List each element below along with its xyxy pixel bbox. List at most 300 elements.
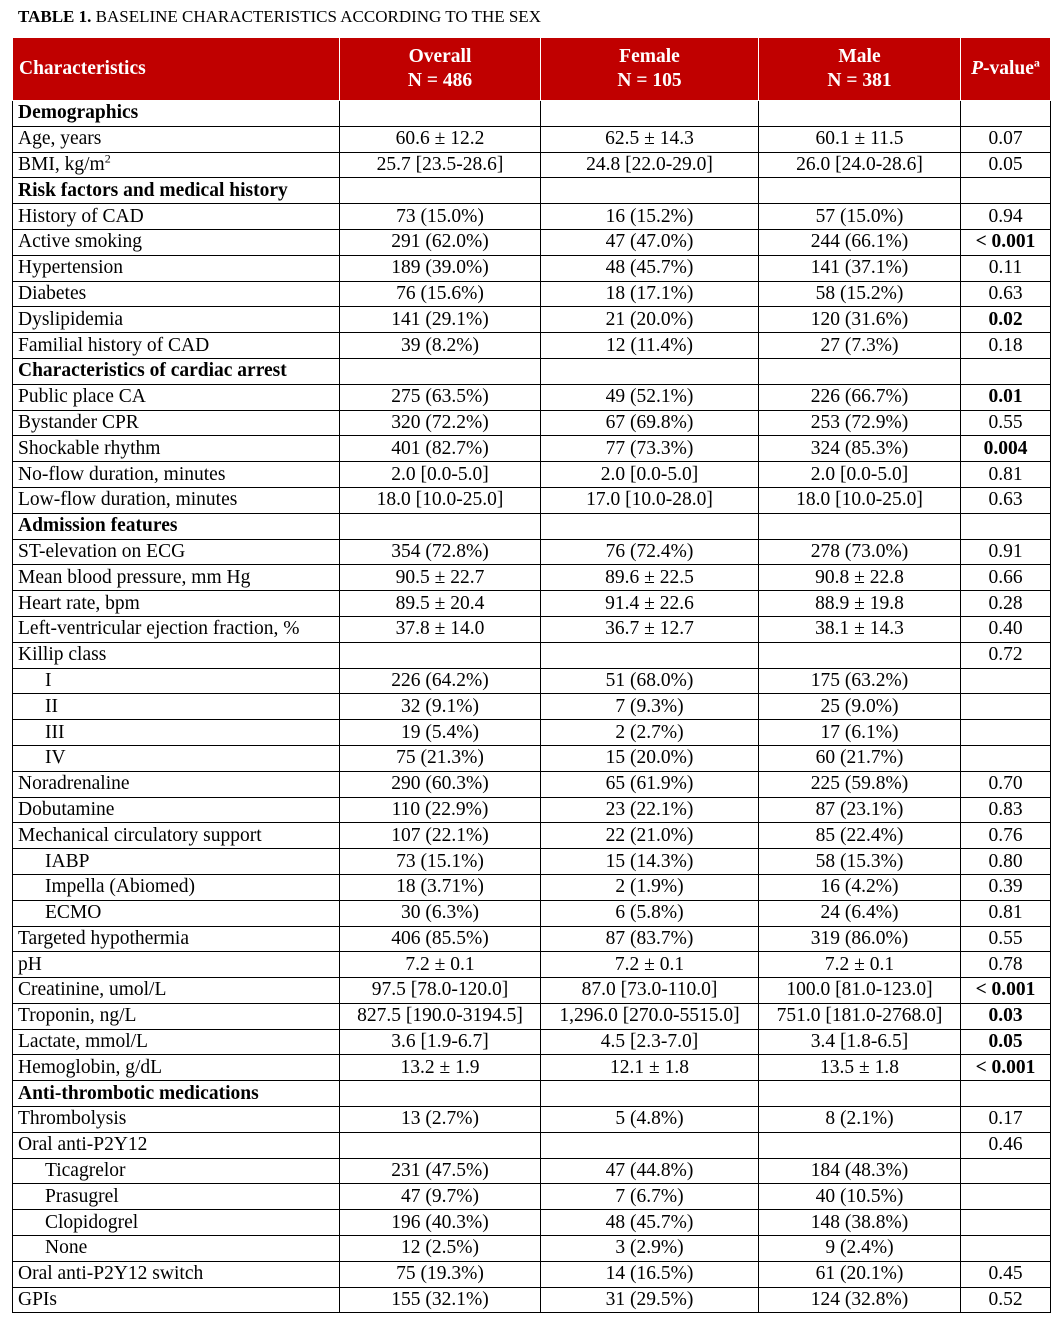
cell-overall: 30 (6.3%) (340, 900, 541, 926)
cell-overall: 155 (32.1%) (340, 1287, 541, 1313)
cell-overall: 76 (15.6%) (340, 281, 541, 307)
header-male-name: Male (838, 46, 881, 67)
table-row (13, 410, 1051, 436)
cell-female: 7.2 ± 0.1 (541, 952, 759, 978)
cell-male: 90.8 ± 22.8 (759, 565, 961, 591)
cell-overall: 107 (22.1%) (340, 823, 541, 849)
header-male-n: N = 381 (827, 70, 892, 91)
cell-male: 40 (10.5%) (759, 1184, 961, 1210)
table-row (13, 255, 1051, 281)
cell-female: 65 (61.9%) (541, 771, 759, 797)
cell-overall: 2.0 [0.0-5.0] (340, 462, 541, 488)
cell-pvalue: 0.17 (961, 1107, 1051, 1133)
cell-male: 184 (48.3%) (759, 1158, 961, 1184)
cell-male: 17 (6.1%) (759, 720, 961, 746)
cell-overall: 75 (21.3%) (340, 745, 541, 771)
section-row (13, 513, 1051, 539)
row-label-text: No-flow duration, minutes (18, 463, 226, 485)
cell-pvalue: 0.63 (961, 281, 1051, 307)
row-label-text: Shockable rhythm (18, 437, 161, 459)
cell-male: 58 (15.2%) (759, 281, 961, 307)
cell-pvalue: 0.55 (961, 926, 1051, 952)
cell-pvalue: < 0.001 (961, 1055, 1051, 1081)
cell-male (759, 1081, 961, 1107)
row-label-text: BMI, kg/m (18, 153, 105, 175)
table-row (13, 642, 1051, 668)
header-pvalue-footnote: a (1033, 55, 1040, 70)
cell-overall (340, 358, 541, 384)
row-label (13, 410, 340, 436)
header-female-n: N = 105 (617, 70, 682, 91)
baseline-characteristics-table (12, 37, 1051, 1313)
row-label-text: History of CAD (18, 205, 144, 227)
table-header-row (13, 38, 1051, 101)
row-label (13, 926, 340, 952)
cell-pvalue: 0.05 (961, 1029, 1051, 1055)
section-row (13, 101, 1051, 127)
cell-male: 18.0 [10.0-25.0] (759, 487, 961, 513)
cell-female: 7 (6.7%) (541, 1184, 759, 1210)
cell-female: 14 (16.5%) (541, 1261, 759, 1287)
cell-female: 87 (83.7%) (541, 926, 759, 952)
cell-female: 31 (29.5%) (541, 1287, 759, 1313)
cell-overall: 231 (47.5%) (340, 1158, 541, 1184)
cell-overall: 290 (60.3%) (340, 771, 541, 797)
table-row (13, 900, 1051, 926)
cell-pvalue (961, 668, 1051, 694)
cell-female: 87.0 [73.0-110.0] (541, 978, 759, 1004)
cell-female (541, 101, 759, 127)
cell-female: 24.8 [22.0-29.0] (541, 152, 759, 178)
row-label-text: Bystander CPR (18, 411, 139, 433)
row-label (13, 874, 340, 900)
row-label-text: Admission features (18, 515, 178, 537)
cell-male: 100.0 [81.0-123.0] (759, 978, 961, 1004)
cell-female (541, 642, 759, 668)
row-label (13, 229, 340, 255)
row-label-text: Left-ventricular ejection fraction, % (18, 618, 300, 640)
cell-male: 13.5 ± 1.8 (759, 1055, 961, 1081)
row-label (13, 1184, 340, 1210)
cell-male: 253 (72.9%) (759, 410, 961, 436)
table-caption (18, 7, 541, 27)
cell-male: 2.0 [0.0-5.0] (759, 462, 961, 488)
cell-female: 76 (72.4%) (541, 539, 759, 565)
cell-overall: 196 (40.3%) (340, 1210, 541, 1236)
table-row (13, 1132, 1051, 1158)
row-label-text: Oral anti-P2Y12 switch (18, 1263, 204, 1285)
cell-male: 751.0 [181.0-2768.0] (759, 1003, 961, 1029)
table-row (13, 436, 1051, 462)
cell-male: 26.0 [24.0-28.6] (759, 152, 961, 178)
cell-male: 124 (32.8%) (759, 1287, 961, 1313)
header-pvalue-rest: -value (983, 58, 1034, 79)
row-label (13, 204, 340, 230)
cell-female: 49 (52.1%) (541, 384, 759, 410)
cell-pvalue: 0.80 (961, 849, 1051, 875)
cell-pvalue (961, 1210, 1051, 1236)
cell-overall (340, 101, 541, 127)
cell-female: 47 (47.0%) (541, 229, 759, 255)
cell-male: 27 (7.3%) (759, 333, 961, 359)
cell-pvalue: 0.55 (961, 410, 1051, 436)
section-label (13, 178, 340, 204)
table-row (13, 384, 1051, 410)
row-label-text: Mean blood pressure, mm Hg (18, 566, 251, 588)
cell-pvalue (961, 358, 1051, 384)
row-label (13, 720, 340, 746)
cell-male (759, 1132, 961, 1158)
row-label-text: Hemoglobin, g/dL (18, 1056, 163, 1078)
section-label (13, 513, 340, 539)
row-label (13, 978, 340, 1004)
row-label (13, 126, 340, 152)
table-row (13, 307, 1051, 333)
row-label-text: pH (18, 953, 42, 975)
cell-female: 18 (17.1%) (541, 281, 759, 307)
cell-male: 85 (22.4%) (759, 823, 961, 849)
table-row (13, 1210, 1051, 1236)
cell-pvalue: 0.28 (961, 591, 1051, 617)
table-row (13, 616, 1051, 642)
cell-pvalue: 0.05 (961, 152, 1051, 178)
cell-pvalue: 0.91 (961, 539, 1051, 565)
table-row (13, 1158, 1051, 1184)
cell-overall (340, 1132, 541, 1158)
row-label-text: Active smoking (18, 231, 143, 253)
cell-overall: 97.5 [78.0-120.0] (340, 978, 541, 1004)
cell-male: 319 (86.0%) (759, 926, 961, 952)
cell-male (759, 358, 961, 384)
header-overall (340, 38, 541, 101)
cell-pvalue: 0.83 (961, 797, 1051, 823)
cell-overall: 226 (64.2%) (340, 668, 541, 694)
section-row (13, 178, 1051, 204)
cell-overall (340, 642, 541, 668)
header-female (541, 38, 759, 101)
cell-overall: 141 (29.1%) (340, 307, 541, 333)
row-label (13, 1158, 340, 1184)
cell-female: 12 (11.4%) (541, 333, 759, 359)
cell-female: 15 (20.0%) (541, 745, 759, 771)
cell-overall (340, 178, 541, 204)
cell-pvalue (961, 1236, 1051, 1262)
cell-female: 51 (68.0%) (541, 668, 759, 694)
cell-female: 2.0 [0.0-5.0] (541, 462, 759, 488)
table-row (13, 1261, 1051, 1287)
cell-female: 17.0 [10.0-28.0] (541, 487, 759, 513)
cell-female: 5 (4.8%) (541, 1107, 759, 1133)
cell-female (541, 358, 759, 384)
row-label (13, 281, 340, 307)
table-row (13, 333, 1051, 359)
cell-female: 89.6 ± 22.5 (541, 565, 759, 591)
row-label (13, 333, 340, 359)
cell-pvalue: 0.72 (961, 642, 1051, 668)
table-row (13, 978, 1051, 1004)
row-label-text: ECMO (45, 902, 102, 924)
table-row (13, 668, 1051, 694)
cell-overall: 25.7 [23.5-28.6] (340, 152, 541, 178)
cell-overall: 110 (22.9%) (340, 797, 541, 823)
cell-male: 60 (21.7%) (759, 745, 961, 771)
cell-overall: 189 (39.0%) (340, 255, 541, 281)
cell-male: 8 (2.1%) (759, 1107, 961, 1133)
cell-pvalue: 0.66 (961, 565, 1051, 591)
cell-male: 16 (4.2%) (759, 874, 961, 900)
table-row (13, 1003, 1051, 1029)
row-label (13, 849, 340, 875)
header-female-name: Female (619, 46, 680, 67)
cell-overall: 18.0 [10.0-25.0] (340, 487, 541, 513)
cell-female (541, 513, 759, 539)
row-label-text: III (45, 721, 65, 743)
cell-female: 3 (2.9%) (541, 1236, 759, 1262)
cell-overall: 47 (9.7%) (340, 1184, 541, 1210)
row-label (13, 1055, 340, 1081)
row-label-text: Familial history of CAD (18, 334, 210, 356)
row-label (13, 694, 340, 720)
table-row (13, 462, 1051, 488)
table-caption-number: TABLE 1. (18, 7, 92, 26)
row-label-text: GPIs (18, 1289, 58, 1311)
table-row (13, 823, 1051, 849)
cell-female (541, 1132, 759, 1158)
cell-male: 175 (63.2%) (759, 668, 961, 694)
row-label-text: Age, years (18, 128, 102, 150)
section-label (13, 1081, 340, 1107)
row-label-text: Creatinine, umol/L (18, 979, 167, 1001)
cell-male: 226 (66.7%) (759, 384, 961, 410)
section-label (13, 358, 340, 384)
cell-pvalue: 0.94 (961, 204, 1051, 230)
cell-female: 22 (21.0%) (541, 823, 759, 849)
row-label (13, 823, 340, 849)
cell-pvalue (961, 1184, 1051, 1210)
cell-female: 91.4 ± 22.6 (541, 591, 759, 617)
cell-male: 141 (37.1%) (759, 255, 961, 281)
cell-overall: 90.5 ± 22.7 (340, 565, 541, 591)
table-row (13, 1055, 1051, 1081)
cell-female: 2 (2.7%) (541, 720, 759, 746)
cell-pvalue: < 0.001 (961, 229, 1051, 255)
row-label-text: Prasugrel (45, 1185, 119, 1207)
table-row (13, 926, 1051, 952)
cell-pvalue: 0.81 (961, 462, 1051, 488)
cell-female: 7 (9.3%) (541, 694, 759, 720)
row-label (13, 1107, 340, 1133)
cell-pvalue: 0.004 (961, 436, 1051, 462)
table-row (13, 849, 1051, 875)
row-label (13, 255, 340, 281)
row-label-text: Dobutamine (18, 798, 115, 820)
row-label-text: Characteristics of cardiac arrest (18, 360, 287, 382)
row-label-text: Targeted hypothermia (18, 927, 190, 949)
row-label-text: Ticagrelor (45, 1160, 126, 1182)
row-label (13, 900, 340, 926)
cell-male: 24 (6.4%) (759, 900, 961, 926)
cell-pvalue (961, 178, 1051, 204)
cell-overall (340, 1081, 541, 1107)
row-label (13, 1287, 340, 1313)
row-label (13, 1029, 340, 1055)
header-overall-n: N = 486 (407, 70, 473, 91)
row-label (13, 462, 340, 488)
cell-female: 48 (45.7%) (541, 1210, 759, 1236)
row-label-text: Lactate, mmol/L (18, 1031, 148, 1053)
row-label (13, 152, 340, 178)
row-label (13, 771, 340, 797)
row-label-text: Troponin, ng/L (18, 1005, 137, 1027)
cell-male (759, 178, 961, 204)
section-row (13, 1081, 1051, 1107)
row-label (13, 668, 340, 694)
table-body (13, 101, 1051, 1313)
table-row (13, 281, 1051, 307)
cell-overall: 291 (62.0%) (340, 229, 541, 255)
cell-overall: 7.2 ± 0.1 (340, 952, 541, 978)
row-label (13, 616, 340, 642)
table-row (13, 487, 1051, 513)
row-label (13, 1210, 340, 1236)
row-label (13, 952, 340, 978)
cell-pvalue: 0.78 (961, 952, 1051, 978)
cell-pvalue (961, 101, 1051, 127)
cell-overall: 12 (2.5%) (340, 1236, 541, 1262)
row-label-text: Dyslipidemia (18, 308, 124, 330)
cell-pvalue (961, 1081, 1051, 1107)
cell-male (759, 642, 961, 668)
cell-male: 38.1 ± 14.3 (759, 616, 961, 642)
row-label-text: None (45, 1237, 88, 1259)
cell-pvalue: 0.52 (961, 1287, 1051, 1313)
cell-male: 278 (73.0%) (759, 539, 961, 565)
row-label-superscript: 2 (104, 152, 111, 166)
section-label (13, 101, 340, 127)
table-row (13, 745, 1051, 771)
cell-male: 60.1 ± 11.5 (759, 126, 961, 152)
table-row (13, 565, 1051, 591)
row-label (13, 436, 340, 462)
cell-female: 6 (5.8%) (541, 900, 759, 926)
cell-female: 67 (69.8%) (541, 410, 759, 436)
cell-female: 16 (15.2%) (541, 204, 759, 230)
row-label (13, 487, 340, 513)
table-row (13, 229, 1051, 255)
cell-male: 9 (2.4%) (759, 1236, 961, 1262)
cell-female: 48 (45.7%) (541, 255, 759, 281)
cell-overall: 19 (5.4%) (340, 720, 541, 746)
cell-pvalue (961, 745, 1051, 771)
row-label-text: Anti-thrombotic medications (18, 1082, 259, 1104)
row-label-text: Thrombolysis (18, 1108, 127, 1130)
table-row (13, 539, 1051, 565)
table-row (13, 1184, 1051, 1210)
cell-female: 77 (73.3%) (541, 436, 759, 462)
table-caption-text: BASELINE CHARACTERISTICS ACCORDING TO THE SEX (95, 7, 541, 26)
cell-pvalue (961, 1158, 1051, 1184)
cell-female: 62.5 ± 14.3 (541, 126, 759, 152)
cell-male (759, 513, 961, 539)
cell-overall: 13.2 ± 1.9 (340, 1055, 541, 1081)
cell-male: 57 (15.0%) (759, 204, 961, 230)
cell-male: 148 (38.8%) (759, 1210, 961, 1236)
row-label-text: Mechanical circulatory support (18, 824, 262, 846)
row-label-text: ST-elevation on ECG (18, 540, 186, 562)
row-label-text: Hypertension (18, 257, 124, 279)
header-pvalue (961, 38, 1051, 101)
row-label-text: Public place CA (18, 386, 146, 408)
row-label (13, 307, 340, 333)
table-row (13, 204, 1051, 230)
cell-pvalue (961, 513, 1051, 539)
table-row (13, 874, 1051, 900)
cell-male: 244 (66.1%) (759, 229, 961, 255)
header-overall-name: Overall (408, 46, 472, 67)
table-row (13, 694, 1051, 720)
cell-pvalue: 0.40 (961, 616, 1051, 642)
cell-overall: 827.5 [190.0-3194.5] (340, 1003, 541, 1029)
row-label (13, 539, 340, 565)
row-label (13, 1261, 340, 1287)
cell-male: 120 (31.6%) (759, 307, 961, 333)
row-label-text: Noradrenaline (18, 773, 130, 795)
cell-female: 23 (22.1%) (541, 797, 759, 823)
cell-male: 25 (9.0%) (759, 694, 961, 720)
cell-male: 324 (85.3%) (759, 436, 961, 462)
row-label-text: Impella (Abiomed) (45, 876, 195, 898)
header-characteristics: Characteristics (13, 38, 340, 101)
cell-overall: 18 (3.71%) (340, 874, 541, 900)
row-label-text: IV (45, 747, 66, 769)
row-label-text: IABP (45, 850, 90, 872)
cell-female (541, 1081, 759, 1107)
cell-pvalue (961, 720, 1051, 746)
cell-female: 15 (14.3%) (541, 849, 759, 875)
cell-overall: 406 (85.5%) (340, 926, 541, 952)
cell-overall (340, 513, 541, 539)
cell-pvalue (961, 694, 1051, 720)
table-row (13, 1287, 1051, 1313)
cell-overall: 275 (63.5%) (340, 384, 541, 410)
table-row (13, 1029, 1051, 1055)
cell-male: 7.2 ± 0.1 (759, 952, 961, 978)
row-label (13, 1132, 340, 1158)
cell-overall: 37.8 ± 14.0 (340, 616, 541, 642)
table-row (13, 1107, 1051, 1133)
row-label-text: Clopidogrel (45, 1211, 139, 1233)
cell-pvalue: 0.70 (961, 771, 1051, 797)
cell-male: 88.9 ± 19.8 (759, 591, 961, 617)
row-label-text: II (45, 695, 58, 717)
cell-male: 3.4 [1.8-6.5] (759, 1029, 961, 1055)
section-row (13, 358, 1051, 384)
cell-pvalue: 0.81 (961, 900, 1051, 926)
cell-overall: 3.6 [1.9-6.7] (340, 1029, 541, 1055)
row-label (13, 745, 340, 771)
header-male (759, 38, 961, 101)
cell-female: 2 (1.9%) (541, 874, 759, 900)
row-label-text: Risk factors and medical history (18, 179, 288, 201)
row-label-text: Heart rate, bpm (18, 592, 140, 614)
row-label-text: Oral anti-P2Y12 (18, 1134, 148, 1156)
row-label-text: I (45, 669, 52, 691)
cell-pvalue: 0.11 (961, 255, 1051, 281)
cell-female (541, 178, 759, 204)
table-row (13, 720, 1051, 746)
cell-male: 225 (59.8%) (759, 771, 961, 797)
cell-pvalue: 0.39 (961, 874, 1051, 900)
